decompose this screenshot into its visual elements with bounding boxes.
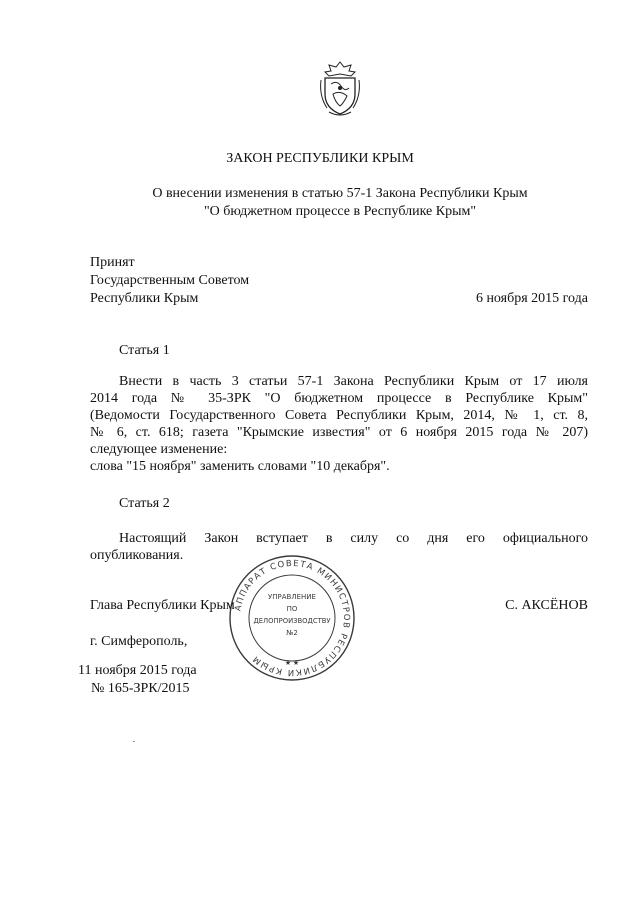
stamp-ring-text: АППАРАТ СОВЕТА МИНИСТРОВ РЕСПУБЛИКИ КРЫМ — [233, 558, 352, 678]
article-2-line: Настоящий Закон вступает в силу со дня его официального — [119, 531, 588, 546]
stamp-line-1: УПРАВЛЕНИЕ — [268, 593, 316, 601]
article-2-line: опубликования. — [90, 548, 184, 563]
signatory-role: Глава Республики Крым — [90, 598, 235, 613]
article-1-line: Внести в часть 3 статьи 57-1 Закона Республики Крым от 17 июля — [119, 374, 588, 389]
article-1-line: (Ведомости Государственного Совета Республики Крым, 2014, № 1, ст. 8, — [90, 408, 588, 423]
law-title: ЗАКОН РЕСПУБЛИКИ КРЫМ — [226, 151, 414, 166]
adoption-line-2: Государственным Советом — [90, 273, 250, 288]
adoption-date: 6 ноября 2015 года — [475, 291, 588, 306]
signing-date: 11 ноября 2015 года — [78, 663, 197, 678]
article-1-line: следующее изменение: — [90, 442, 228, 457]
stamp-line-4: №2 — [286, 629, 298, 637]
signatory-name: С. АКСЁНОВ — [505, 598, 588, 613]
signing-city: г. Симферополь, — [90, 634, 188, 649]
coat-of-arms-icon — [317, 60, 363, 118]
adoption-block — [90, 254, 249, 308]
scan-speck — [133, 741, 135, 742]
law-subtitle-line-1: О внесении изменения в статью 57-1 Закона Республики Крым — [152, 186, 528, 201]
article-1-line: № 6, ст. 618; газета "Крымские известия" от 6 ноября 2015 года № 207) — [90, 425, 588, 440]
article-1-heading: Статья 1 — [119, 343, 170, 358]
article-1-body — [90, 373, 588, 475]
article-1-change: слова "15 ноября" заменить словами "10 декабря". — [90, 459, 390, 474]
adoption-line-1: Принят — [90, 255, 135, 270]
article-2-heading: Статья 2 — [119, 496, 170, 511]
stamp-stars-icon: ★ ★ — [284, 659, 300, 667]
law-subtitle-line-2: "О бюджетном процессе в Республике Крым" — [203, 204, 477, 219]
article-1-line: 2014 года № 35-ЗРК "О бюджетном процессе в Республике Крым" — [90, 391, 588, 406]
stamp-line-2: ПО — [286, 605, 298, 613]
official-stamp — [227, 553, 357, 683]
stamp-line-3: ДЕЛОПРОИЗВОДСТВУ — [253, 617, 331, 625]
adoption-line-3: Республики Крым — [90, 291, 199, 306]
law-number: № 165-ЗРК/2015 — [91, 681, 190, 696]
